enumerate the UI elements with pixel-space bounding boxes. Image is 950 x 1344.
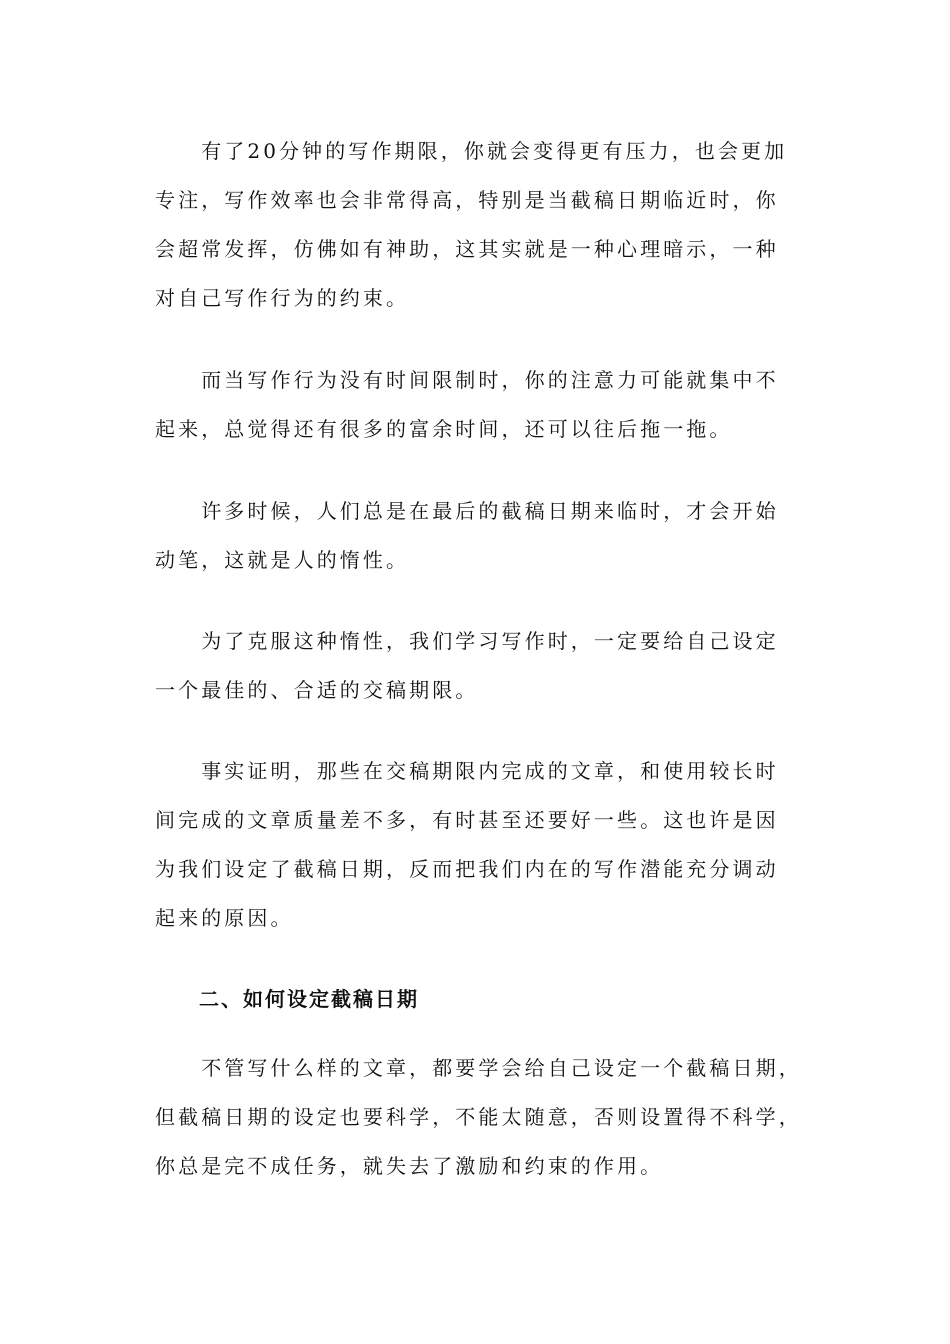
text-line: 为我们设定了截稿日期，反而把我们内在的写作潜能充分调动 bbox=[155, 857, 779, 881]
text-line: 动笔，这就是人的惰性。 bbox=[155, 548, 410, 572]
text-line: 间完成的文章质量差不多，有时甚至还要好一些。这也许是因 bbox=[155, 808, 779, 832]
text-line: 而当写作行为没有时间限制时，你的注意力可能就集中不 bbox=[155, 368, 779, 392]
text-line: 为了克服这种惰性，我们学习写作时，一定要给自己设定 bbox=[155, 629, 779, 653]
text-line: 起来，总觉得还有很多的富余时间，还可以往后拖一拖。 bbox=[155, 417, 733, 441]
text-line: 你总是完不成任务，就失去了激励和约束的作用。 bbox=[155, 1154, 664, 1178]
text-line: 会超常发挥，仿佛如有神助，这其实就是一种心理暗示，一种 bbox=[155, 237, 779, 261]
text-line: 不管写什么样的文章，都要学会给自己设定一个截稿日期， bbox=[155, 1056, 802, 1080]
text-line: 许多时候，人们总是在最后的截稿日期来临时，才会开始 bbox=[155, 499, 779, 523]
text-line: 一个最佳的、合适的交稿期限。 bbox=[155, 678, 479, 702]
text-line: 事实证明，那些在交稿期限内完成的文章，和使用较长时 bbox=[155, 759, 779, 783]
text-line: 起来的原因。 bbox=[155, 906, 294, 930]
text-line: 有了20分钟的写作期限，你就会变得更有压力，也会更加 bbox=[155, 139, 788, 163]
text-line: 对自己写作行为的约束。 bbox=[155, 286, 410, 310]
text-line: 但截稿日期的设定也要科学，不能太随意，否则设置得不科学， bbox=[155, 1105, 802, 1129]
text-line: 专注，写作效率也会非常得高，特别是当截稿日期临近时，你 bbox=[155, 188, 779, 212]
section-heading: 二、如何设定截稿日期 bbox=[155, 987, 419, 1011]
